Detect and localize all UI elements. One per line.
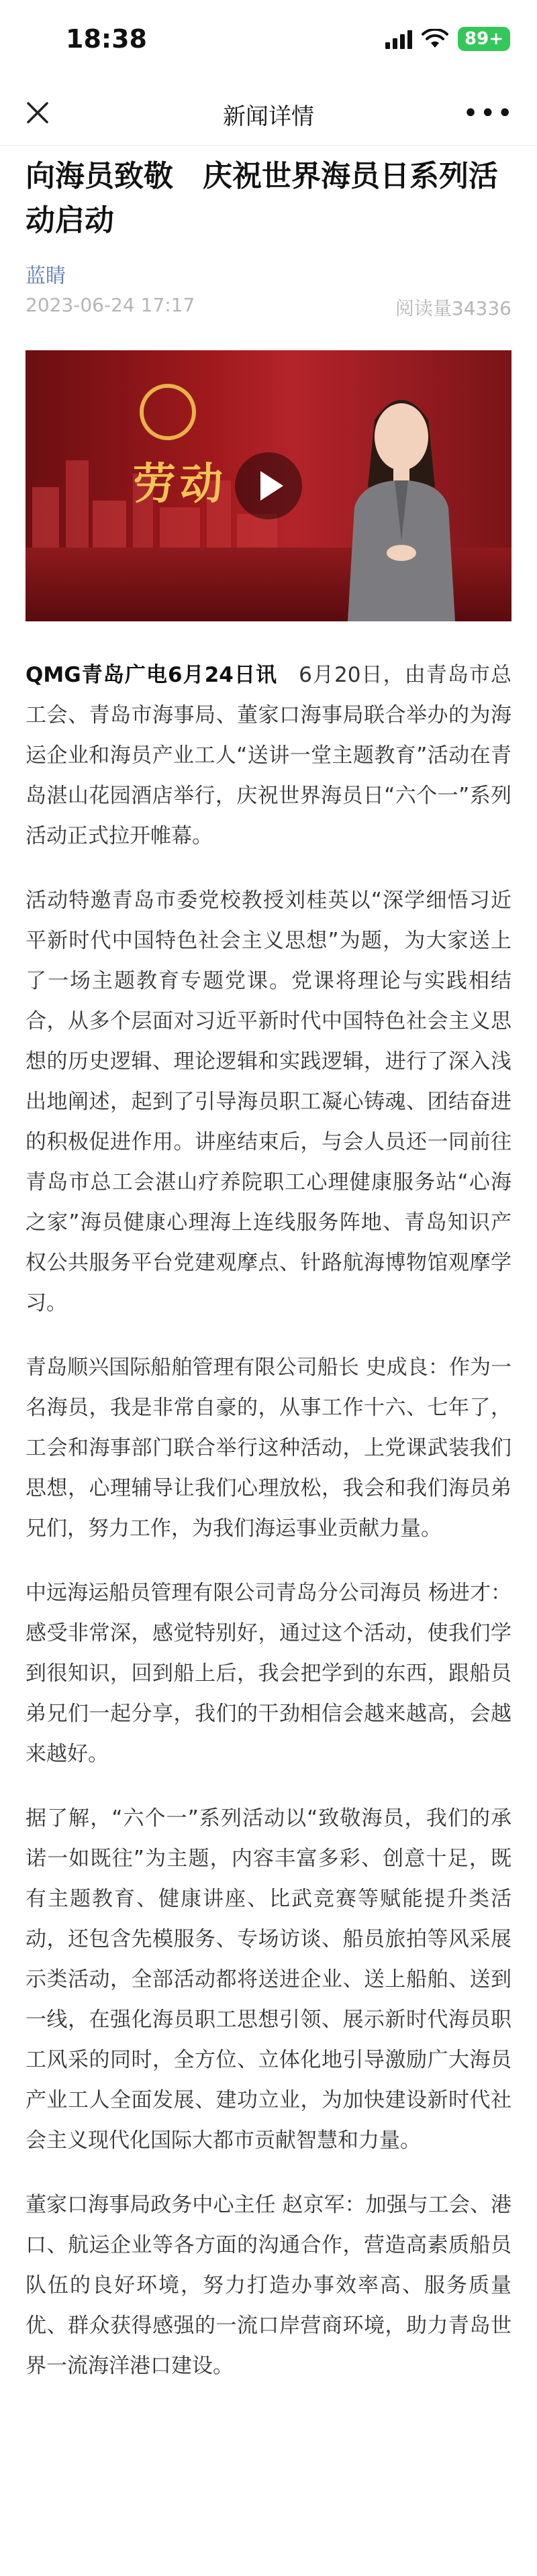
paragraph-6: 董家口海事局政务中心主任 赵京军：加强与工会、港口、航运企业等各方面的沟通合作，营造高素质船员队伍的良好环境，努力打造办事效率高、服务质量优、群众获得感强的一流口岸营商环境，助力青岛世界一流海洋港口建设。: [26, 2193, 511, 2378]
video-overlay-text: 劳动: [133, 459, 227, 509]
article-author[interactable]: 蓝睛: [26, 264, 66, 288]
article-title: 向海员致敬 庆祝世界海员日系列活动启动: [26, 159, 498, 238]
paragraph-1-body: 6月20日，由青岛市总工会、青岛市海事局、董家口海事局联合举办的为海运企业和海员产业工人“送讲一堂主题教育”活动在青岛湛山花园酒店举行，庆祝世界海员日“六个一”系列活动正式拉开帷幕。: [26, 663, 511, 848]
presenter-figure: [321, 373, 482, 621]
paragraph-1: [26, 655, 511, 856]
paragraph-2: 活动特邀青岛市委党校教授刘桂英以“深学细悟习近平新时代中国特色社会主义思想”为题，为大家送上了一场主题教育专题党课。党课将理论与实践相结合，从多个层面对习近平新时代中国特色社会主义思想的历史逻辑、理论逻辑和实践逻辑，进行了深入浅出地阐述，起到了引导海员职工凝心铸魂、团结奋进的积极促进作用。讲座结束后，与会人员还一同前往青岛市总工会湛山疗养院职工心理健康服务站“心海之家”海员健康心理海上连线服务阵地、青岛知识产权公共服务平台党建观摩点、针路航海博物馆观摩学习。: [26, 888, 511, 1315]
more-icon[interactable]: •••: [462, 98, 514, 129]
article: [26, 154, 511, 2386]
video-player[interactable]: [26, 350, 511, 621]
play-icon[interactable]: [235, 452, 302, 519]
union-logo-icon: [140, 384, 196, 440]
nav-title: 新闻详情: [223, 103, 314, 130]
paragraph-4: 中远海运船员管理有限公司青岛分公司海员 杨进才：感受非常深，感觉特别好，通过这个活动，使我们学到很知识，回到船上后，我会把学到的东西，跟船员弟兄们一起分享，我们的干劲相信会越来越高，会越来越好。: [26, 1581, 511, 1766]
status-icons: [385, 24, 510, 54]
status-bar: [0, 0, 537, 81]
read-count: 阅读量34336: [395, 297, 511, 319]
news-source: QMG青岛广电6月24日讯: [26, 663, 278, 687]
battery-indicator: 89+: [458, 27, 510, 51]
nav-bar: [0, 81, 537, 146]
wifi-icon: [422, 29, 448, 49]
signal-icon: [385, 29, 412, 49]
paragraph-5: 据了解，“六个一”系列活动以“致敬海员，我们的承诺一如既往”为主题，内容丰富多彩、创意十足，既有主题教育、健康讲座、比武竞赛等赋能提升类活动，还包含先模服务、专场访谈、船员旅拍等风采展示类活动，全部活动都将送进企业、送上船舶、送到一线，在强化海员职工思想引领、展示新时代海员职工风采的同时，全方位、立体化地引导激励广大海员产业工人全面发展、建功立业，为加快建设新时代社会主义现代化国际大都市贡献智慧和力量。: [26, 1806, 511, 2153]
article-meta: [26, 294, 511, 323]
status-time: 18:38: [66, 24, 147, 54]
paragraph-3: 青岛顺兴国际船舶管理有限公司船长 史成良：作为一名海员，我是非常自豪的，从事工作十六、七年了，工会和海事部门联合举行这种活动，上党课武装我们思想，心理辅导让我们心理放松，我会和我们海员弟兄们，努力工作，为我们海运事业贡献力量。: [26, 1355, 511, 1541]
article-date: 2023-06-24 17:17: [26, 294, 195, 316]
